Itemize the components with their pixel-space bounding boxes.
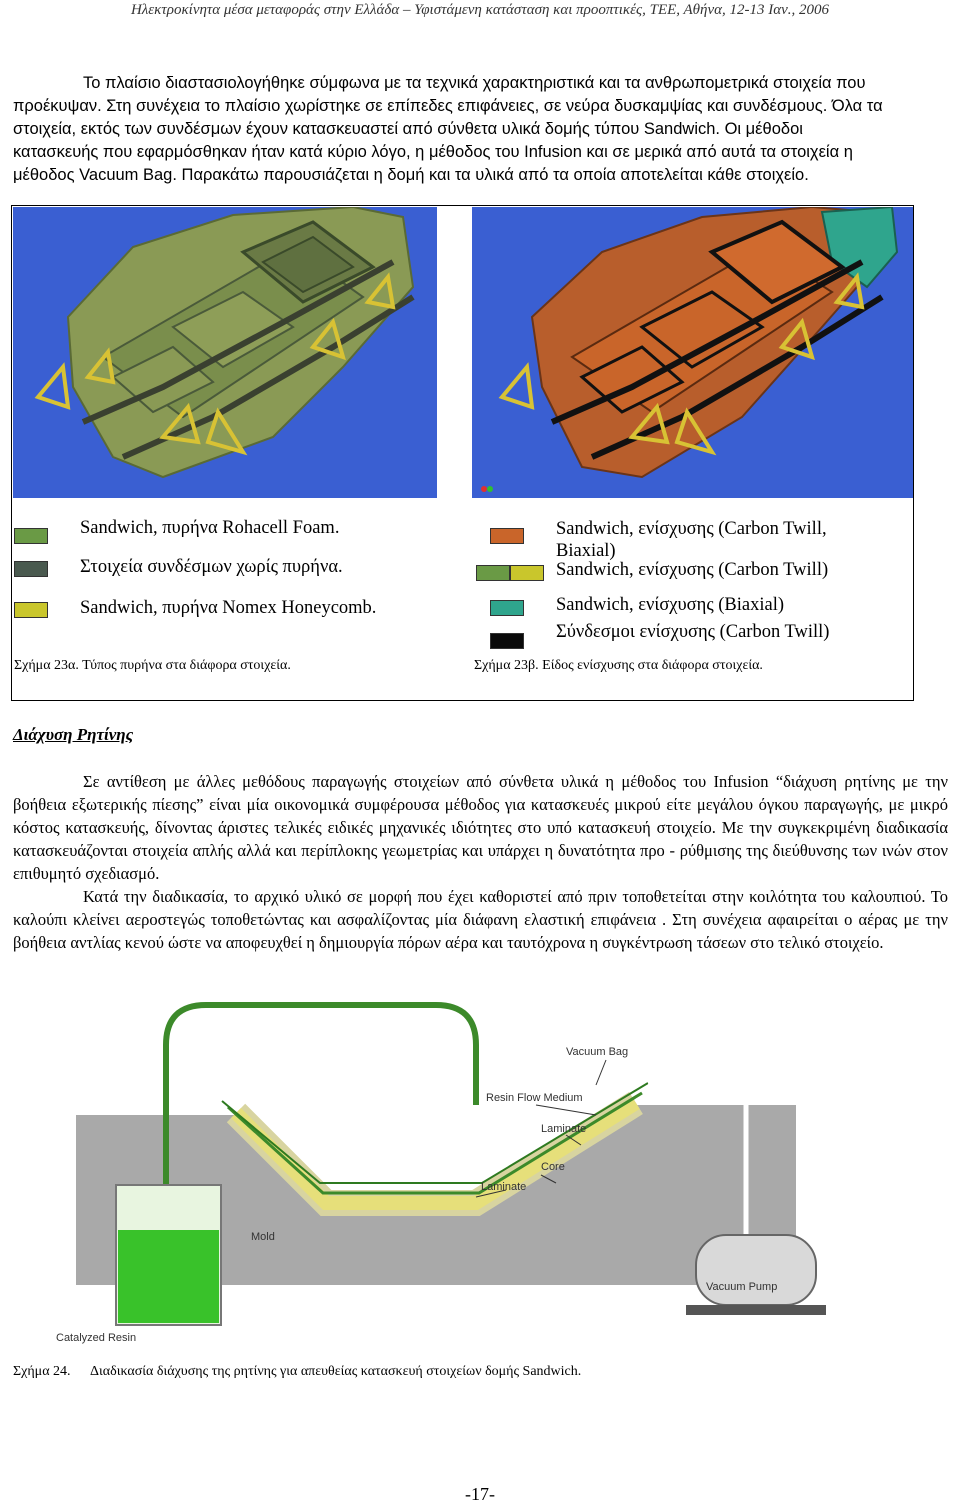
intro-line: μέθοδος Vacuum Bag. Παρακάτω παρουσιάζεται η δομή και τα υλικά από τα οποία αποτελείται κάθε στοιχείο.	[13, 166, 809, 184]
legend-swatch	[490, 633, 524, 649]
legend-23b-label-1	[556, 518, 827, 562]
page-number: -17-	[465, 1484, 495, 1504]
legend-swatch	[490, 528, 524, 544]
figure-23a-caption: Σχήμα 23α. Τύπος πυρήνα στα διάφορα στοιχεία.	[14, 658, 291, 673]
resin-infusion-diagram	[36, 985, 836, 1345]
legend-swatch	[490, 600, 524, 616]
label-laminate-top: Laminate	[541, 1123, 587, 1135]
legend-23a-item-2	[14, 561, 48, 577]
label-mold: Mold	[251, 1231, 275, 1243]
legend-swatch	[510, 565, 544, 581]
figure-24-caption-text: Διαδικασία διάχυσης της ρητίνης για απευθείας κατασκευή στοιχείων δομής Sandwich.	[90, 1364, 582, 1379]
intro-line: προέκυψαν. Στη συνέχεια το πλαίσιο χωρίστηκε σε επίπεδες επιφάνειες, σε νεύρα δυσκαμψίας και συνδέσμους. Όλα τα	[13, 97, 883, 115]
intro-line: στοιχεία, εκτός των συνδέσμων έχουν κατασκευαστεί από σύνθετα υλικά δομής τύπου Sandwich. Οι μέθοδοι	[13, 120, 803, 138]
label-vacuum-pump: Vacuum Pump	[706, 1281, 778, 1293]
legend-23b-label-1b: Biaxial)	[556, 541, 616, 561]
section-title: Διάχυση Ρητίνης	[13, 725, 134, 744]
label-resin-flow-medium: Resin Flow Medium	[486, 1092, 583, 1104]
legend-23b	[472, 518, 912, 653]
legend-23b-label-1a: Sandwich, ενίσχυσης (Carbon Twill,	[556, 519, 827, 539]
frame-model-reinforcement-render	[472, 207, 913, 498]
legend-swatch	[476, 565, 510, 581]
legend-swatch	[14, 528, 48, 544]
legend-23a-item-1	[14, 528, 48, 544]
legend-23a-label-2: Στοιχεία συνδέσμων χωρίς πυρήνα.	[80, 557, 343, 577]
label-core: Core	[541, 1161, 565, 1173]
section-paragraph-2: Κατά την διαδικασία, το αρχικό υλικό σε μορφή που έχει καθοριστεί από πριν τοποθετείται στην κοιλότητα του καλουπιού. Το καλούπι κλείνει αεροστεγώς τοποθετώντας και ασφαλίζοντας μία διάφανη ελαστική επιφάνεια . Στη συνέχεια αφαιρείται ο αέρας με την βοήθεια αντλίας κενού ώστε να αποφευχθεί η δημιουργία πόρων αέρα και ταυτόχρονα η συγκέντρωση τάσεων στο τελικό στοιχείο.	[13, 887, 948, 952]
figure-23b-caption: Σχήμα 23β. Είδος ενίσχυσης στα διάφορα στοιχεία.	[474, 658, 763, 673]
pump-base	[686, 1305, 826, 1315]
label-laminate-bottom: Laminate	[481, 1181, 527, 1193]
running-header: Ηλεκτροκίνητα μέσα μεταφοράς στην Ελλάδα – Υφιστάμενη κατάσταση και προοπτικές, ΤΕΕ, Αθήνα, 12-13 Ιαν., 2006	[130, 2, 830, 18]
section-body	[13, 770, 948, 954]
legend-23a-label-1: Sandwich, πυρήνα Rohacell Foam.	[80, 518, 340, 538]
intro-line: κατασκευής που εφαρμόσθηκαν ήταν κατά κύριο λόγο, η μέθοδος του Infusion και σε μερικά από αυτά τα στοιχεία η	[13, 143, 853, 161]
legend-23a-label-3: Sandwich, πυρήνα Nomex Honeycomb.	[80, 598, 377, 618]
legend-23a-item-3	[14, 602, 48, 618]
legend-23b-label-3: Sandwich, ενίσχυσης (Biaxial)	[556, 595, 785, 615]
figure-24-caption-num: Σχήμα 24.	[13, 1364, 71, 1379]
label-vacuum-bag: Vacuum Bag	[566, 1046, 629, 1058]
figure-23b-render	[472, 207, 913, 498]
legend-swatch	[14, 602, 48, 618]
legend-23b-label-4: Σύνδεσμοι ενίσχυσης (Carbon Twill)	[556, 622, 830, 642]
intro-line: Το πλαίσιο διαστασιολογήθηκε σύμφωνα με τα τεχνικά χαρακτηριστικά και τα ανθρωπομετρικά στοιχεία που	[83, 74, 866, 92]
legend-swatch	[14, 561, 48, 577]
frame-model-core-render	[13, 207, 437, 498]
catalyzed-resin-fill	[118, 1230, 219, 1323]
legend-23b-label-2: Sandwich, ενίσχυσης (Carbon Twill)	[556, 560, 829, 580]
intro-paragraph	[13, 72, 948, 187]
figure-24-diagram	[36, 985, 836, 1345]
label-catalyzed-resin: Catalyzed Resin	[56, 1332, 137, 1344]
section-paragraph-1: Σε αντίθεση με άλλες μεθόδους παραγωγής στοιχείων από σύνθετα υλικά η μέθοδος του Infusion “διάχυση ρητίνης με την βοήθεια εξωτερικής πίεσης” είναι μία οικονομικά συμφέρουσα μέθοδος για κατασκευές μικρού είτε μεγάλου όγκου παραγωγής, με μικρό κόστος κατασκευής, δίνοντας άριστες τελικές ειδικές μηχανικές ιδιότητες στο υπό κατασκευή στοιχείο. Με την συγκεκριμένη διαδικασία κατασκευάζονται στοιχεία απλής αλλά και περίπλοκης γεωμετρίας και υπάρχει η δυνατότητα προ - ρύθμισης της διεύθυνσης των ινών στον επιθυμητό σχεδιασμό.	[13, 772, 948, 883]
figure-23a-render	[13, 207, 437, 498]
vacuum-pump	[696, 1235, 816, 1305]
